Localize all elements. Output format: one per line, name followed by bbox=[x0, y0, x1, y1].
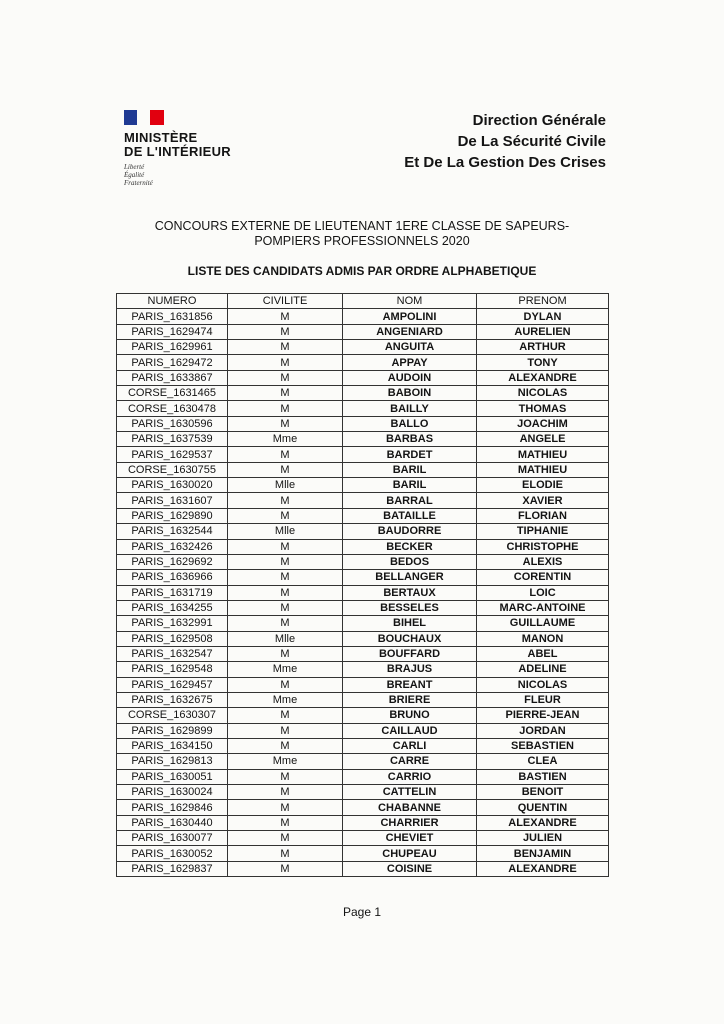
cell-civilite: Mme bbox=[228, 754, 343, 769]
table-row bbox=[117, 386, 609, 401]
table-row bbox=[117, 447, 609, 462]
cell-civilite: Mme bbox=[228, 432, 343, 447]
cell-nom: CHUPEAU bbox=[343, 846, 477, 861]
cell-nom: ANGUITA bbox=[343, 340, 477, 355]
table-row bbox=[117, 662, 609, 677]
cell-numero: PARIS_1630440 bbox=[117, 815, 228, 830]
cell-numero: PARIS_1629508 bbox=[117, 631, 228, 646]
cell-nom: CHARRIER bbox=[343, 815, 477, 830]
cell-civilite: M bbox=[228, 508, 343, 523]
cell-prenom: MATHIEU bbox=[477, 447, 609, 462]
cell-numero: PARIS_1631719 bbox=[117, 585, 228, 600]
table-row bbox=[117, 600, 609, 615]
cell-nom: BERTAUX bbox=[343, 585, 477, 600]
cell-prenom: LOIC bbox=[477, 585, 609, 600]
cell-prenom: CORENTIN bbox=[477, 570, 609, 585]
table-row bbox=[117, 846, 609, 861]
table-row bbox=[117, 539, 609, 554]
table-row bbox=[117, 800, 609, 815]
cell-nom: BECKER bbox=[343, 539, 477, 554]
cell-nom: CARRE bbox=[343, 754, 477, 769]
cell-nom: BELLANGER bbox=[343, 570, 477, 585]
cell-nom: BARDET bbox=[343, 447, 477, 462]
table-row bbox=[117, 324, 609, 339]
cell-prenom: ABEL bbox=[477, 646, 609, 661]
table-row bbox=[117, 708, 609, 723]
table-row bbox=[117, 416, 609, 431]
cell-nom: ANGENIARD bbox=[343, 324, 477, 339]
cell-nom: BOUFFARD bbox=[343, 646, 477, 661]
cell-prenom: TONY bbox=[477, 355, 609, 370]
cell-prenom: PIERRE-JEAN bbox=[477, 708, 609, 723]
cell-nom: CHEVIET bbox=[343, 831, 477, 846]
cell-civilite: M bbox=[228, 370, 343, 385]
cell-civilite: M bbox=[228, 785, 343, 800]
ministry-name-line1: MINISTÈRE bbox=[124, 130, 198, 145]
table-row bbox=[117, 309, 609, 324]
cell-numero: PARIS_1632991 bbox=[117, 616, 228, 631]
table-row bbox=[117, 493, 609, 508]
table-row bbox=[117, 585, 609, 600]
cell-prenom: DYLAN bbox=[477, 309, 609, 324]
cell-numero: PARIS_1630077 bbox=[117, 831, 228, 846]
cell-numero: PARIS_1629890 bbox=[117, 508, 228, 523]
cell-prenom: ALEXIS bbox=[477, 554, 609, 569]
cell-nom: COISINE bbox=[343, 861, 477, 876]
cell-numero: PARIS_1632426 bbox=[117, 539, 228, 554]
table-row bbox=[117, 831, 609, 846]
table-row bbox=[117, 815, 609, 830]
cell-civilite: M bbox=[228, 416, 343, 431]
cell-civilite: Mlle bbox=[228, 524, 343, 539]
cell-prenom: SEBASTIEN bbox=[477, 738, 609, 753]
cell-nom: BAILLY bbox=[343, 401, 477, 416]
cell-civilite: M bbox=[228, 401, 343, 416]
table-row bbox=[117, 723, 609, 738]
cell-numero: PARIS_1629474 bbox=[117, 324, 228, 339]
cell-prenom: ARTHUR bbox=[477, 340, 609, 355]
cell-numero: CORSE_1630755 bbox=[117, 462, 228, 477]
cell-prenom: ALEXANDRE bbox=[477, 370, 609, 385]
cell-nom: BRAJUS bbox=[343, 662, 477, 677]
cell-prenom: AURELIEN bbox=[477, 324, 609, 339]
cell-numero: PARIS_1632547 bbox=[117, 646, 228, 661]
direction-line-1: Direction Générale bbox=[472, 112, 606, 129]
cell-prenom: BENJAMIN bbox=[477, 846, 609, 861]
cell-prenom: QUENTIN bbox=[477, 800, 609, 815]
cell-numero: PARIS_1634255 bbox=[117, 600, 228, 615]
table-row bbox=[117, 401, 609, 416]
cell-nom: CARRIO bbox=[343, 769, 477, 784]
cell-prenom: MARC-ANTOINE bbox=[477, 600, 609, 615]
cell-nom: CAILLAUD bbox=[343, 723, 477, 738]
title-line-2: POMPIERS PROFESSIONNELS 2020 bbox=[254, 234, 470, 248]
cell-numero: PARIS_1631607 bbox=[117, 493, 228, 508]
table-row bbox=[117, 677, 609, 692]
cell-prenom: MANON bbox=[477, 631, 609, 646]
cell-civilite: M bbox=[228, 677, 343, 692]
ministry-devise bbox=[124, 163, 254, 187]
cell-nom: BAUDORRE bbox=[343, 524, 477, 539]
cell-civilite: M bbox=[228, 723, 343, 738]
cell-prenom: NICOLAS bbox=[477, 386, 609, 401]
cell-civilite: M bbox=[228, 800, 343, 815]
cell-nom: BEDOS bbox=[343, 554, 477, 569]
cell-civilite: M bbox=[228, 861, 343, 876]
cell-civilite: M bbox=[228, 493, 343, 508]
cell-civilite: M bbox=[228, 846, 343, 861]
cell-numero: CORSE_1630478 bbox=[117, 401, 228, 416]
cell-civilite: M bbox=[228, 386, 343, 401]
cell-prenom: ALEXANDRE bbox=[477, 861, 609, 876]
cell-numero: PARIS_1629899 bbox=[117, 723, 228, 738]
cell-numero: PARIS_1629961 bbox=[117, 340, 228, 355]
cell-prenom: NICOLAS bbox=[477, 677, 609, 692]
cell-prenom: CLEA bbox=[477, 754, 609, 769]
cell-prenom: BENOIT bbox=[477, 785, 609, 800]
direction-header bbox=[404, 110, 606, 173]
cell-civilite: M bbox=[228, 769, 343, 784]
cell-nom: BIHEL bbox=[343, 616, 477, 631]
ministry-name-line2: DE L'INTÉRIEUR bbox=[124, 144, 231, 159]
cell-numero: PARIS_1629537 bbox=[117, 447, 228, 462]
table-row bbox=[117, 692, 609, 707]
cell-nom: BOUCHAUX bbox=[343, 631, 477, 646]
table-row bbox=[117, 524, 609, 539]
cell-prenom: JULIEN bbox=[477, 831, 609, 846]
cell-prenom: MATHIEU bbox=[477, 462, 609, 477]
table-row bbox=[117, 646, 609, 661]
cell-numero: PARIS_1629837 bbox=[117, 861, 228, 876]
cell-civilite: M bbox=[228, 554, 343, 569]
table-row bbox=[117, 554, 609, 569]
cell-nom: AMPOLINI bbox=[343, 309, 477, 324]
cell-prenom: GUILLAUME bbox=[477, 616, 609, 631]
table-row bbox=[117, 631, 609, 646]
cell-nom: BABOIN bbox=[343, 386, 477, 401]
document-subtitle: LISTE DES CANDIDATS ADMIS PAR ORDRE ALPHABETIQUE bbox=[187, 264, 537, 278]
table-row bbox=[117, 738, 609, 753]
cell-prenom: JORDAN bbox=[477, 723, 609, 738]
cell-numero: PARIS_1636966 bbox=[117, 570, 228, 585]
cell-nom: BARIL bbox=[343, 478, 477, 493]
cell-nom: AUDOIN bbox=[343, 370, 477, 385]
cell-nom: BARBAS bbox=[343, 432, 477, 447]
cell-civilite: M bbox=[228, 738, 343, 753]
cell-nom: BARIL bbox=[343, 462, 477, 477]
cell-numero: PARIS_1629692 bbox=[117, 554, 228, 569]
cell-prenom: FLEUR bbox=[477, 692, 609, 707]
table-row bbox=[117, 370, 609, 385]
cell-prenom: XAVIER bbox=[477, 493, 609, 508]
cell-prenom: ANGELE bbox=[477, 432, 609, 447]
cell-civilite: Mlle bbox=[228, 478, 343, 493]
table-row bbox=[117, 570, 609, 585]
table-row bbox=[117, 754, 609, 769]
cell-numero: PARIS_1629548 bbox=[117, 662, 228, 677]
header-civilite: CIVILITE bbox=[228, 294, 343, 309]
table-row bbox=[117, 432, 609, 447]
direction-line-3: Et De La Gestion Des Crises bbox=[404, 154, 606, 171]
table-row bbox=[117, 340, 609, 355]
cell-civilite: Mlle bbox=[228, 631, 343, 646]
cell-civilite: M bbox=[228, 815, 343, 830]
cell-nom: CHABANNE bbox=[343, 800, 477, 815]
cell-prenom: JOACHIM bbox=[477, 416, 609, 431]
cell-prenom: ADELINE bbox=[477, 662, 609, 677]
cell-numero: PARIS_1630051 bbox=[117, 769, 228, 784]
cell-numero: PARIS_1630024 bbox=[117, 785, 228, 800]
devise-egalite: Égalité bbox=[124, 171, 145, 179]
cell-civilite: M bbox=[228, 355, 343, 370]
cell-nom: BRUNO bbox=[343, 708, 477, 723]
cell-civilite: M bbox=[228, 616, 343, 631]
header-numero: NUMERO bbox=[117, 294, 228, 309]
cell-civilite: M bbox=[228, 708, 343, 723]
cell-numero: PARIS_1634150 bbox=[117, 738, 228, 753]
title-line-1: CONCOURS EXTERNE DE LIEUTENANT 1ERE CLASSE DE SAPEURS- bbox=[154, 219, 570, 233]
ministry-logo bbox=[124, 110, 254, 187]
cell-nom: BREANT bbox=[343, 677, 477, 692]
table-header-row bbox=[117, 294, 609, 309]
french-flag-icon bbox=[124, 110, 164, 125]
cell-prenom: TIPHANIE bbox=[477, 524, 609, 539]
cell-numero: PARIS_1630020 bbox=[117, 478, 228, 493]
cell-nom: BRIERE bbox=[343, 692, 477, 707]
table-row bbox=[117, 478, 609, 493]
cell-numero: PARIS_1629457 bbox=[117, 677, 228, 692]
cell-civilite: Mme bbox=[228, 662, 343, 677]
cell-civilite: M bbox=[228, 585, 343, 600]
cell-civilite: M bbox=[228, 600, 343, 615]
cell-prenom: BASTIEN bbox=[477, 769, 609, 784]
cell-nom: BALLO bbox=[343, 416, 477, 431]
header-prenom: PRENOM bbox=[477, 294, 609, 309]
cell-nom: CARLI bbox=[343, 738, 477, 753]
cell-numero: PARIS_1633867 bbox=[117, 370, 228, 385]
cell-nom: BESSELES bbox=[343, 600, 477, 615]
table-row bbox=[117, 508, 609, 523]
cell-civilite: M bbox=[228, 309, 343, 324]
table-row bbox=[117, 785, 609, 800]
cell-numero: PARIS_1637539 bbox=[117, 432, 228, 447]
cell-numero: PARIS_1630052 bbox=[117, 846, 228, 861]
cell-prenom: ELODIE bbox=[477, 478, 609, 493]
cell-civilite: M bbox=[228, 462, 343, 477]
direction-line-2: De La Sécurité Civile bbox=[457, 133, 606, 150]
cell-nom: BATAILLE bbox=[343, 508, 477, 523]
cell-numero: PARIS_1632675 bbox=[117, 692, 228, 707]
table-row bbox=[117, 462, 609, 477]
cell-numero: PARIS_1629846 bbox=[117, 800, 228, 815]
document-title bbox=[120, 219, 604, 249]
candidates-table bbox=[116, 293, 609, 877]
cell-civilite: M bbox=[228, 570, 343, 585]
cell-prenom: THOMAS bbox=[477, 401, 609, 416]
table-row bbox=[117, 769, 609, 784]
table-row bbox=[117, 355, 609, 370]
header-nom: NOM bbox=[343, 294, 477, 309]
cell-nom: APPAY bbox=[343, 355, 477, 370]
page-number: Page 1 bbox=[342, 905, 382, 919]
cell-prenom: CHRISTOPHE bbox=[477, 539, 609, 554]
table-row bbox=[117, 616, 609, 631]
cell-numero: CORSE_1630307 bbox=[117, 708, 228, 723]
cell-civilite: M bbox=[228, 539, 343, 554]
cell-numero: CORSE_1631465 bbox=[117, 386, 228, 401]
cell-numero: PARIS_1630596 bbox=[117, 416, 228, 431]
devise-fraternite: Fraternité bbox=[124, 179, 153, 187]
cell-numero: PARIS_1631856 bbox=[117, 309, 228, 324]
cell-prenom: FLORIAN bbox=[477, 508, 609, 523]
cell-civilite: M bbox=[228, 646, 343, 661]
cell-nom: BARRAL bbox=[343, 493, 477, 508]
devise-liberte: Liberté bbox=[124, 163, 145, 171]
cell-nom: CATTELIN bbox=[343, 785, 477, 800]
table-row bbox=[117, 861, 609, 876]
cell-civilite: M bbox=[228, 324, 343, 339]
cell-numero: PARIS_1629472 bbox=[117, 355, 228, 370]
cell-numero: PARIS_1632544 bbox=[117, 524, 228, 539]
cell-civilite: M bbox=[228, 340, 343, 355]
cell-numero: PARIS_1629813 bbox=[117, 754, 228, 769]
cell-civilite: M bbox=[228, 831, 343, 846]
cell-civilite: Mme bbox=[228, 692, 343, 707]
cell-civilite: M bbox=[228, 447, 343, 462]
cell-prenom: ALEXANDRE bbox=[477, 815, 609, 830]
